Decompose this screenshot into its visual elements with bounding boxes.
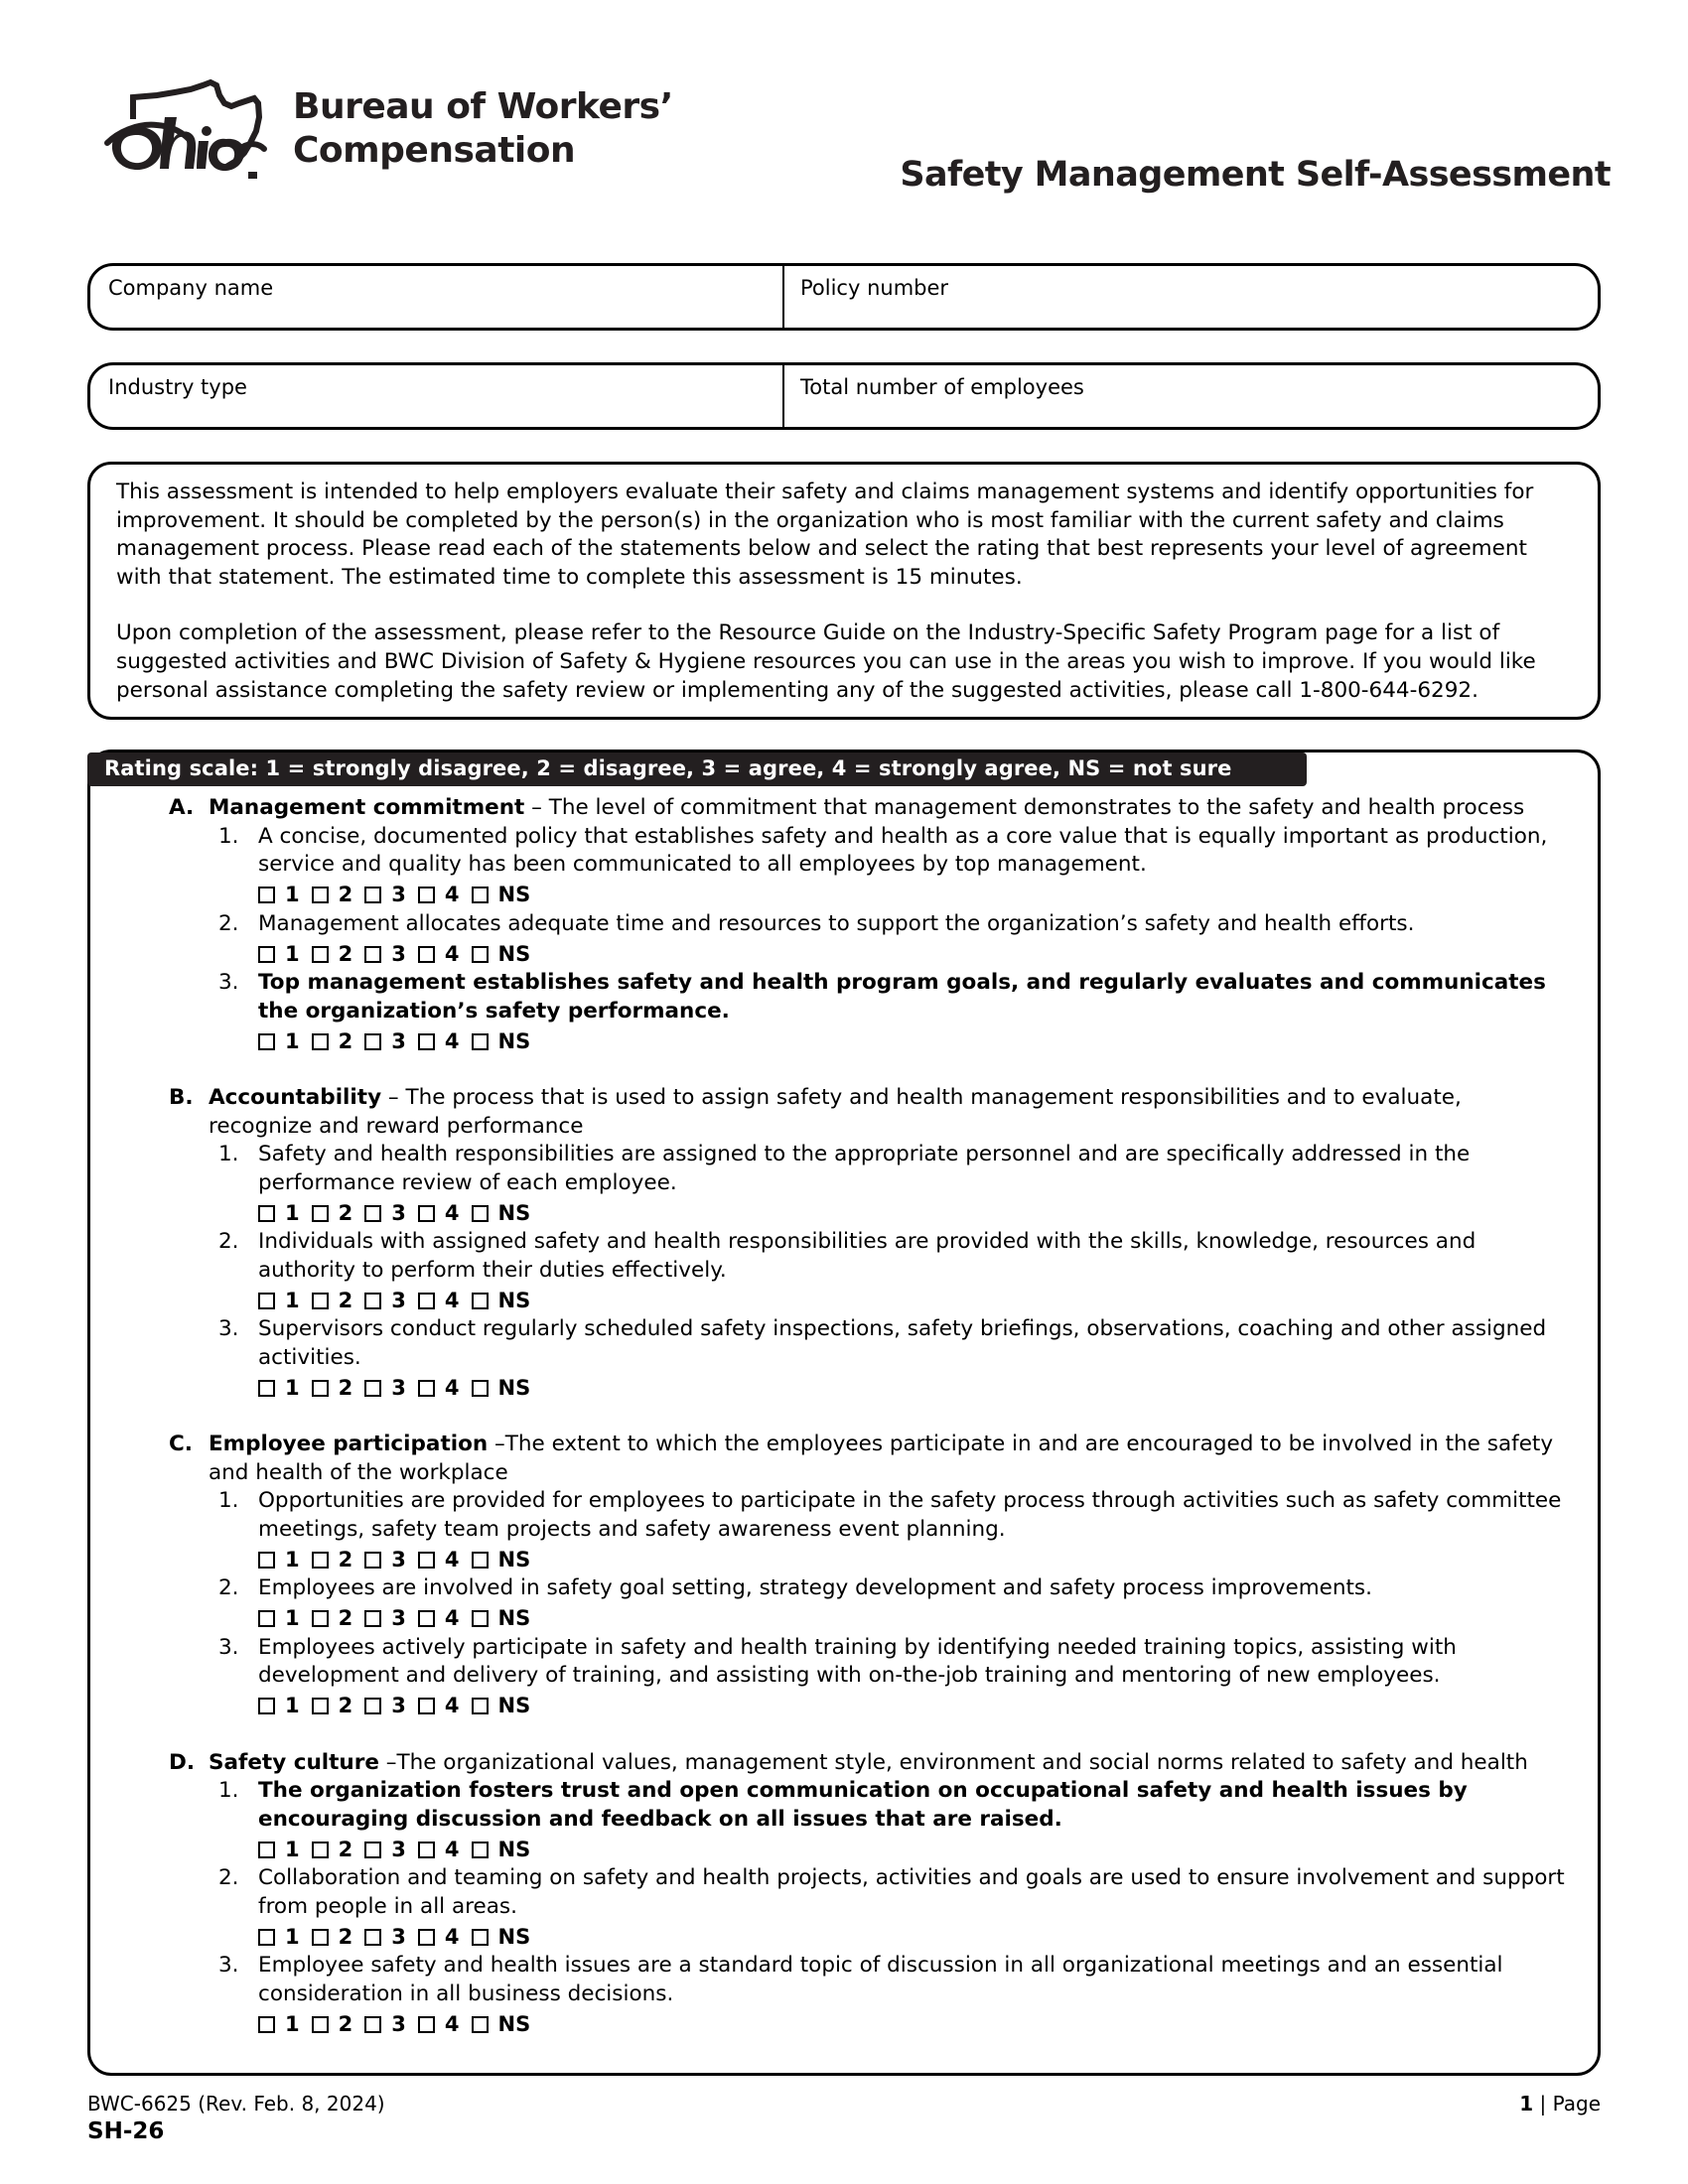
checkbox-icon[interactable]: [418, 1380, 435, 1397]
item-number: 2.: [218, 1575, 239, 1600]
item-number: 3.: [218, 970, 239, 995]
section-title: Employee participation: [209, 1432, 489, 1456]
section-letter: A.: [169, 795, 195, 820]
checkbox-icon[interactable]: [364, 2016, 381, 2033]
checkbox-icon[interactable]: [472, 1552, 489, 1569]
rating-option-2[interactable]: [312, 885, 353, 905]
checkbox-icon[interactable]: [418, 1842, 435, 1858]
rating-option-ns[interactable]: [472, 1028, 531, 1053]
rating-option-label: 3: [391, 1924, 406, 1949]
item-text: Employees are involved in safety goal setting, strategy development and safety process improvements.: [258, 1575, 1372, 1600]
page-title: Safety Management Self-Assessment: [900, 155, 1611, 195]
checkbox-icon[interactable]: [312, 2016, 329, 2033]
checkbox-icon[interactable]: [364, 1842, 381, 1858]
rating-option-label: 4: [444, 1924, 460, 1949]
item-text: A concise, documented policy that establishes safety and health as a core value that is equally important as production, service and quality has been communicated to all employees by top management.: [258, 823, 1548, 877]
checkbox-icon[interactable]: [472, 1929, 489, 1946]
checkbox-icon[interactable]: [258, 1929, 275, 1946]
checkbox-icon[interactable]: [418, 1205, 435, 1222]
rating-option-label: 4: [444, 883, 460, 906]
assessment-item: [87, 1141, 1601, 1228]
checkbox-icon[interactable]: [312, 1698, 329, 1714]
checkbox-icon[interactable]: [258, 1698, 275, 1714]
rating-option-ns[interactable]: [472, 1200, 531, 1225]
field-divider: [782, 365, 784, 427]
rating-option-ns[interactable]: [472, 2011, 531, 2036]
page-number-suffix: | Page: [1539, 2092, 1601, 2116]
agency-name-line2: Compensation: [293, 130, 576, 171]
rating-option-1[interactable]: [258, 1028, 300, 1053]
rating-option-1[interactable]: [258, 1288, 300, 1312]
rating-option-3[interactable]: [364, 2011, 406, 2036]
rating-option-label: 2: [338, 1375, 353, 1400]
rating-option-ns[interactable]: [472, 885, 531, 905]
checkbox-icon[interactable]: [258, 1293, 275, 1309]
rating-option-label: NS: [497, 1837, 531, 1861]
section-description: – The level of commitment that management demonstrates to the safety and health process: [524, 795, 1525, 820]
checkbox-icon[interactable]: [312, 1610, 329, 1627]
checkbox-icon[interactable]: [472, 1293, 489, 1309]
rating-option-label: 2: [338, 1837, 353, 1861]
rating-option-label: 1: [285, 2011, 300, 2036]
rating-option-ns[interactable]: [472, 1547, 531, 1571]
page-number-value: 1: [1519, 2092, 1534, 2116]
rating-option-label: 4: [444, 1547, 460, 1571]
rating-option-label: 1: [285, 1924, 300, 1949]
form-id: BWC-6625 (Rev. Feb. 8, 2024): [87, 2092, 385, 2116]
rating-option-label: NS: [497, 1694, 531, 1717]
assessment-section: [87, 1749, 1601, 2040]
section-description: – The process that is used to assign safety and health management responsibilities and to evaluate, recognize and reward performance: [209, 1085, 1462, 1139]
section-heading: [87, 794, 1601, 823]
agency-branding: [99, 73, 794, 191]
item-text: Top management establishes safety and health program goals, and regularly evaluates and communicates the organization’s safety performance.: [258, 970, 1546, 1024]
rating-option-3[interactable]: [364, 1028, 406, 1053]
rating-option-1[interactable]: [258, 1547, 300, 1571]
checkbox-icon[interactable]: [472, 2016, 489, 2033]
item-text: Opportunities are provided for employees to participate in the safety process through activities such as safety committee meetings, safety team projects and safety awareness event planning.: [258, 1488, 1562, 1542]
assessment-item: [87, 1952, 1601, 2039]
checkbox-icon[interactable]: [364, 1610, 381, 1627]
checkbox-icon[interactable]: [472, 887, 489, 903]
industry-type-label: Industry type: [108, 375, 247, 399]
rating-option-3[interactable]: [364, 941, 406, 966]
item-number: 1.: [218, 1488, 239, 1513]
section-letter: C.: [169, 1432, 193, 1456]
section-description: –The organizational values, management style, environment and social norms related to safety and health: [378, 1749, 1528, 1775]
section-title: Accountability: [209, 1085, 382, 1110]
checkbox-icon[interactable]: [258, 1842, 275, 1858]
section-heading: [87, 1431, 1601, 1487]
item-number: 2.: [218, 1865, 239, 1890]
rating-option-label: 1: [285, 1375, 300, 1400]
checkbox-icon[interactable]: [258, 1380, 275, 1397]
rating-option-row: [258, 1692, 1567, 1721]
rating-option-label: 4: [444, 1288, 460, 1312]
rating-option-label: 1: [285, 1288, 300, 1312]
checkbox-icon[interactable]: [258, 2016, 275, 2033]
rating-option-label: NS: [497, 941, 531, 966]
rating-option-label: 1: [285, 1028, 300, 1053]
assessment-sections: [87, 794, 1601, 2039]
company-policy-field-row: [87, 263, 1601, 331]
item-text: Safety and health responsibilities are assigned to the appropriate personnel and are specifically addressed in the performance review of each employee.: [258, 1142, 1471, 1195]
rating-option-label: NS: [497, 1375, 531, 1400]
agency-name-line1: Bureau of Workers’: [293, 86, 673, 127]
checkbox-icon[interactable]: [472, 1842, 489, 1858]
assessment-item: [87, 1864, 1601, 1952]
assessment-item: [87, 1315, 1601, 1403]
rating-option-3[interactable]: [364, 1608, 406, 1629]
rating-option-label: NS: [497, 1028, 531, 1053]
section-heading: [87, 1749, 1601, 1778]
intro-paragraph-2: Upon completion of the assessment, please refer to the Resource Guide on the Industry-Specific Safety Program page for a list of suggested activities and BWC Division of Safety & Hygiene resources you can use in the areas you wish to improve. If you would like personal assistance completing the safety review or implementing any of the suggested activities, please call 1-800-644-6292.: [116, 620, 1536, 703]
rating-option-2[interactable]: [312, 1028, 353, 1053]
rating-option-4[interactable]: [418, 1696, 460, 1716]
item-text: Supervisors conduct regularly scheduled safety inspections, safety briefings, observations, coaching and other assigned activities.: [258, 1316, 1547, 1370]
agency-name: [293, 85, 673, 173]
checkbox-icon[interactable]: [312, 1929, 329, 1946]
item-text: Employees actively participate in safety and health training by identifying needed training topics, assisting with development and delivery of training, and assisting with on-the-job training and mentoring of new employees.: [258, 1634, 1457, 1688]
rating-option-3[interactable]: [364, 1837, 406, 1861]
rating-option-label: 1: [285, 1200, 300, 1225]
rating-option-4[interactable]: [418, 1924, 460, 1949]
rating-option-label: 2: [338, 1028, 353, 1053]
rating-option-label: 2: [338, 883, 353, 906]
rating-option-ns[interactable]: [472, 1375, 531, 1400]
rating-option-4[interactable]: [418, 1837, 460, 1861]
rating-option-label: 2: [338, 1924, 353, 1949]
rating-option-row: [258, 1922, 1567, 1952]
policy-number-label: Policy number: [800, 276, 949, 300]
checkbox-icon[interactable]: [418, 887, 435, 903]
item-number: 3.: [218, 1316, 239, 1341]
checkbox-icon[interactable]: [312, 1033, 329, 1050]
rating-option-label: 3: [391, 2011, 406, 2036]
rating-option-label: 2: [338, 1288, 353, 1312]
rating-option-label: 4: [444, 1837, 460, 1861]
rating-scale-bar: [87, 752, 1307, 786]
checkbox-icon[interactable]: [418, 1929, 435, 1946]
rating-option-4[interactable]: [418, 1288, 460, 1312]
company-name-label: Company name: [108, 276, 274, 300]
checkbox-icon[interactable]: [472, 1205, 489, 1222]
assessment-item: [87, 1574, 1601, 1634]
rating-option-label: 1: [285, 1837, 300, 1861]
rating-option-1[interactable]: [258, 1924, 300, 1949]
checkbox-icon[interactable]: [418, 1610, 435, 1627]
rating-option-label: 4: [444, 1375, 460, 1400]
checkbox-icon[interactable]: [312, 1205, 329, 1222]
rating-option-label: 2: [338, 1606, 353, 1630]
rating-option-3[interactable]: [364, 1375, 406, 1400]
checkbox-icon[interactable]: [472, 1610, 489, 1627]
rating-option-label: NS: [497, 1547, 531, 1571]
rating-option-1[interactable]: [258, 941, 300, 966]
item-text: Individuals with assigned safety and health responsibilities are provided with the skills, knowledge, resources and authority to perform their duties effectively.: [258, 1229, 1477, 1283]
checkbox-icon[interactable]: [364, 1698, 381, 1714]
rating-option-ns[interactable]: [472, 1696, 531, 1716]
rating-option-label: 2: [338, 1547, 353, 1571]
rating-option-row: [258, 1026, 1567, 1056]
checkbox-icon[interactable]: [258, 887, 275, 903]
rating-option-1[interactable]: [258, 885, 300, 905]
rating-option-4[interactable]: [418, 1547, 460, 1571]
checkbox-icon[interactable]: [472, 1033, 489, 1050]
rating-option-ns[interactable]: [472, 941, 531, 966]
rating-option-2[interactable]: [312, 1288, 353, 1312]
page-number: [1519, 2091, 1601, 2116]
rating-option-3[interactable]: [364, 1547, 406, 1571]
checkbox-icon[interactable]: [364, 1293, 381, 1309]
rating-option-label: 2: [338, 2011, 353, 2036]
rating-option-4[interactable]: [418, 1200, 460, 1225]
rating-option-label: NS: [497, 1606, 531, 1630]
rating-option-row: [258, 1835, 1567, 1864]
page-footer: [87, 2091, 1601, 2170]
checkbox-icon[interactable]: [418, 1552, 435, 1569]
assessment-item: [87, 1777, 1601, 1864]
rating-option-2[interactable]: [312, 941, 353, 966]
rating-option-label: 2: [338, 1694, 353, 1717]
rating-option-ns[interactable]: [472, 1924, 531, 1949]
rating-option-4[interactable]: [418, 1028, 460, 1053]
rating-option-2[interactable]: [312, 1608, 353, 1629]
rating-option-2[interactable]: [312, 1924, 353, 1949]
rating-option-label: 1: [285, 1547, 300, 1571]
rating-option-row: [258, 881, 1567, 910]
rating-option-row: [258, 2009, 1567, 2039]
rating-option-2[interactable]: [312, 1837, 353, 1861]
assessment-item: [87, 1487, 1601, 1574]
rating-option-label: 1: [285, 1606, 300, 1630]
section-letter: D.: [169, 1749, 196, 1775]
rating-option-label: 3: [391, 1200, 406, 1225]
rating-option-label: 2: [338, 1200, 353, 1225]
rating-scale-text: Rating scale: 1 = strongly disagree, 2 = disagree, 3 = agree, 4 = strongly agree, NS = not sure: [104, 756, 1232, 780]
rating-option-3[interactable]: [364, 1924, 406, 1949]
assessment-section: [87, 1084, 1601, 1403]
rating-option-ns[interactable]: [472, 1608, 531, 1629]
checkbox-icon[interactable]: [364, 946, 381, 963]
rating-option-label: 4: [444, 1606, 460, 1630]
rating-option-label: 3: [391, 1606, 406, 1630]
rating-option-row: [258, 1604, 1567, 1634]
rating-option-2[interactable]: [312, 1375, 353, 1400]
rating-option-label: 4: [444, 1028, 460, 1053]
item-number: 2.: [218, 910, 239, 936]
checkbox-icon[interactable]: [472, 1380, 489, 1397]
rating-option-label: 3: [391, 883, 406, 906]
rating-option-4[interactable]: [418, 2011, 460, 2036]
field-divider: [782, 266, 784, 328]
rating-option-4[interactable]: [418, 1608, 460, 1629]
doc-code: SH-26: [87, 2118, 165, 2144]
total-employees-label: Total number of employees: [800, 375, 1084, 399]
checkbox-icon[interactable]: [258, 1205, 275, 1222]
assessment-item: [87, 1634, 1601, 1721]
rating-option-1[interactable]: [258, 1375, 300, 1400]
rating-option-label: 4: [444, 1200, 460, 1225]
checkbox-icon[interactable]: [418, 1293, 435, 1309]
rating-option-label: 3: [391, 1694, 406, 1717]
rating-option-row: [258, 1286, 1567, 1315]
rating-option-1[interactable]: [258, 1200, 300, 1225]
rating-option-label: 1: [285, 883, 300, 906]
rating-option-label: 3: [391, 1837, 406, 1861]
rating-option-label: NS: [497, 883, 531, 906]
rating-option-3[interactable]: [364, 1200, 406, 1225]
rating-option-row: [258, 1545, 1567, 1574]
checkbox-icon[interactable]: [312, 1380, 329, 1397]
section-heading: [87, 1084, 1601, 1141]
section-title: Safety culture: [209, 1749, 379, 1775]
rating-option-2[interactable]: [312, 1547, 353, 1571]
checkbox-icon[interactable]: [418, 1698, 435, 1714]
assessment-section: [87, 1431, 1601, 1721]
rating-option-label: 3: [391, 1288, 406, 1312]
checkbox-icon[interactable]: [364, 1552, 381, 1569]
checkbox-icon[interactable]: [418, 946, 435, 963]
rating-option-label: NS: [497, 2011, 531, 2036]
rating-option-1[interactable]: [258, 1696, 300, 1716]
section-letter: B.: [169, 1085, 194, 1110]
rating-option-label: 3: [391, 1028, 406, 1053]
rating-option-4[interactable]: [418, 1375, 460, 1400]
item-text: Employee safety and health issues are a standard topic of discussion in all organizational meetings and an essential consideration in all business decisions.: [258, 1953, 1503, 2006]
checkbox-icon[interactable]: [364, 1205, 381, 1222]
assessment-item: [87, 1228, 1601, 1315]
checkbox-icon[interactable]: [418, 1033, 435, 1050]
checkbox-icon[interactable]: [364, 1033, 381, 1050]
checkbox-icon[interactable]: [364, 887, 381, 903]
rating-option-1[interactable]: [258, 2011, 300, 2036]
item-text: Management allocates adequate time and resources to support the organization’s safety and health efforts.: [258, 910, 1415, 936]
rating-option-row: [258, 1198, 1567, 1228]
intro-paragraph-1: This assessment is intended to help employers evaluate their safety and claims management systems and identify opportunities for improvement. It should be completed by the person(s) in the organization who is most familiar with the current safety and claims management process. Please read each of the statements below and select the rating that best represents your level of agreement with that statement. The estimated time to complete this assessment is 15 minutes.: [116, 479, 1534, 590]
checkbox-icon[interactable]: [364, 1380, 381, 1397]
checkbox-icon[interactable]: [258, 1552, 275, 1569]
rating-option-label: NS: [497, 1288, 531, 1312]
checkbox-icon[interactable]: [258, 1610, 275, 1627]
checkbox-icon[interactable]: [312, 946, 329, 963]
rating-option-label: NS: [497, 1924, 531, 1949]
item-number: 3.: [218, 1634, 239, 1660]
rating-option-label: 4: [444, 2011, 460, 2036]
rating-option-ns[interactable]: [472, 1837, 531, 1861]
checkbox-icon[interactable]: [312, 1293, 329, 1309]
section-title: Management commitment: [209, 795, 525, 820]
rating-option-1[interactable]: [258, 1608, 300, 1629]
rating-option-label: 3: [391, 1375, 406, 1400]
rating-option-row: [258, 1373, 1567, 1403]
rating-option-3[interactable]: [364, 1696, 406, 1716]
checkbox-icon[interactable]: [472, 946, 489, 963]
rating-option-2[interactable]: [312, 1696, 353, 1716]
rating-option-label: 1: [285, 941, 300, 966]
item-number: 2.: [218, 1229, 239, 1254]
rating-option-2[interactable]: [312, 1200, 353, 1225]
page-header: [0, 58, 1688, 195]
intro-instructions-box: [87, 462, 1601, 720]
rating-option-ns[interactable]: [472, 1288, 531, 1312]
rating-option-2[interactable]: [312, 2011, 353, 2036]
rating-option-4[interactable]: [418, 885, 460, 905]
item-number: 1.: [218, 1142, 239, 1166]
rating-option-row: [258, 939, 1567, 969]
industry-employees-field-row: [87, 362, 1601, 430]
checkbox-icon[interactable]: [258, 1033, 275, 1050]
section-description: –The extent to which the employees participate in and are encouraged to be involved in the safety and health of the workplace: [209, 1432, 1554, 1485]
assessment-section: [87, 794, 1601, 1056]
rating-option-label: 1: [285, 1694, 300, 1717]
checkbox-icon[interactable]: [312, 1842, 329, 1858]
assessment-item: [87, 969, 1601, 1056]
assessment-item: [87, 823, 1601, 910]
rating-option-label: NS: [497, 1200, 531, 1225]
checkbox-icon[interactable]: [312, 1552, 329, 1569]
rating-option-label: 4: [444, 941, 460, 966]
item-number: 1.: [218, 1778, 239, 1803]
item-number: 1.: [218, 823, 239, 849]
ohio-bwc-logo-icon: [99, 73, 273, 188]
checkbox-icon[interactable]: [312, 887, 329, 903]
item-number: 3.: [218, 1953, 239, 1978]
checkbox-icon[interactable]: [472, 1698, 489, 1714]
rating-option-label: 3: [391, 1547, 406, 1571]
rating-option-4[interactable]: [418, 941, 460, 966]
checkbox-icon[interactable]: [418, 2016, 435, 2033]
item-text: The organization fosters trust and open communication on occupational safety and health issues by encouraging discussion and feedback on all issues that are raised.: [258, 1778, 1468, 1832]
checkbox-icon[interactable]: [364, 1929, 381, 1946]
item-text: Collaboration and teaming on safety and health projects, activities and goals are used to ensure involvement and support from people in all areas.: [258, 1865, 1565, 1919]
rating-option-3[interactable]: [364, 885, 406, 905]
rating-option-1[interactable]: [258, 1837, 300, 1861]
rating-option-label: 2: [338, 941, 353, 966]
rating-option-label: 3: [391, 941, 406, 966]
rating-option-3[interactable]: [364, 1288, 406, 1312]
assessment-item: [87, 910, 1601, 970]
rating-option-label: 4: [444, 1694, 460, 1717]
checkbox-icon[interactable]: [258, 946, 275, 963]
